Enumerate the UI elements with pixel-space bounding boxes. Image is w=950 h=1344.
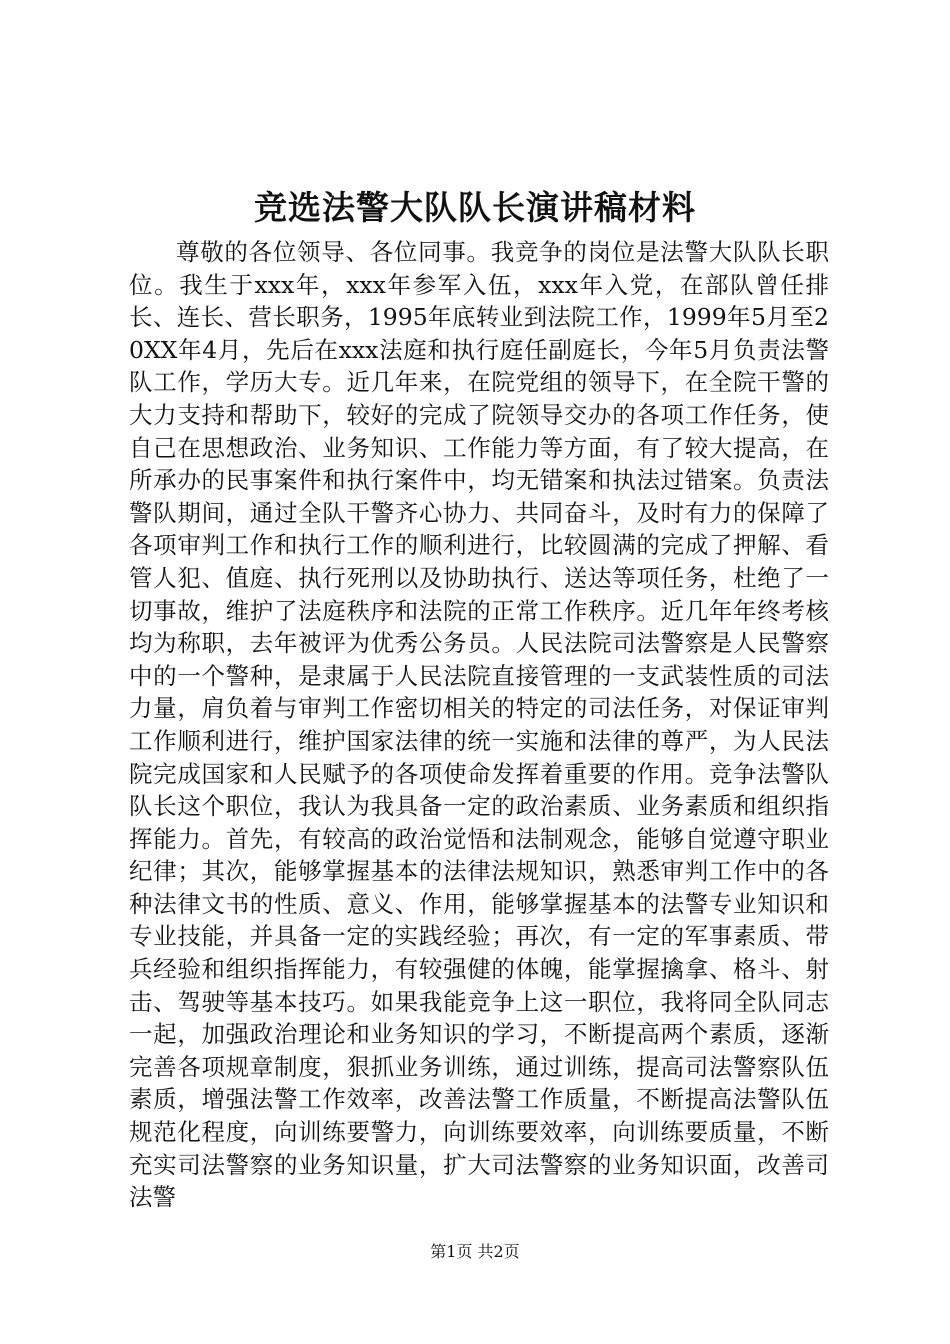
body-paragraph: 尊敬的各位领导、各位同事。我竞争的岗位是法警大队队长职位。我生于xxx年，xxx年参军入伍，xxx年入党，在部队曾任排长、连长、营长职务，1995年底转业到法院工作，1999年5月至20XX年4月，先后在xxx法庭和执行庭任副庭长，今年5月负责法警队工作，学历大专。近几年来，在院党组的领导下，在全院干警的大力支持和帮助下，较好的完成了院领导交办的各项工作任务，使自己在思想政治、业务知识、工作能力等方面，有了较大提高，在所承办的民事案件和执行案件中，均无错案和执法过错案。负责法警队期间，通过全队干警齐心协力、共同奋斗，及时有力的保障了各项审判工作和执行工作的顺利进行，比较圆满的完成了押解、看管人犯、值庭、执行死刑以及协助执行、送达等项任务，杜绝了一切事故，维护了法庭秩序和法院的正常工作秩序。近几年年终考核均为称职，去年被评为优秀公务员。人民法院司法警察是人民警察中的一个警种，是隶属于人民法院直接管理的一支武装性质的司法力量，肩负着与审判工作密切相关的特定的司法任务，对保证审判工作顺利进行，维护国家法律的统一实施和法律的尊严，为人民法院完成国家和人民赋予的各项使命发挥着重要的作用。竞争法警队队长这个职位，我认为我具备一定的政治素质、业务素质和组织指挥能力。首先，有较高的政治觉悟和法制观念，能够自觉遵守职业纪律；其次，能够掌握基本的法律法规知识，熟悉审判工作中的各种法律文书的性质、意义、作用，能够掌握基本的法警专业知识和专业技能，并具备一定的实践经验；再次，有一定的军事素质、带兵经验和组织指挥能力，有较强健的体魄，能掌握擒拿、格斗、射击、驾驶等基本技巧。如果我能竞争上这一职位，我将同全队同志一起，加强政治理论和业务知识的学习，不断提高两个素质，逐渐完善各项规章制度，狠抓业务训练，通过训练，提高司法警察队伍素质，增强法警工作效率，改善法警工作质量，不断提高法警队伍规范化程度，向训练要警力，向训练要效率，向训练要质量，不断充实司法警察的业务知识量，扩大司法警察的业务知识面，改善司法警 bbox=[129, 238, 829, 1212]
document-title: 竞选法警大队队长演讲稿材料 bbox=[254, 188, 696, 227]
page-number: 第1页 共2页 bbox=[430, 1242, 520, 1261]
